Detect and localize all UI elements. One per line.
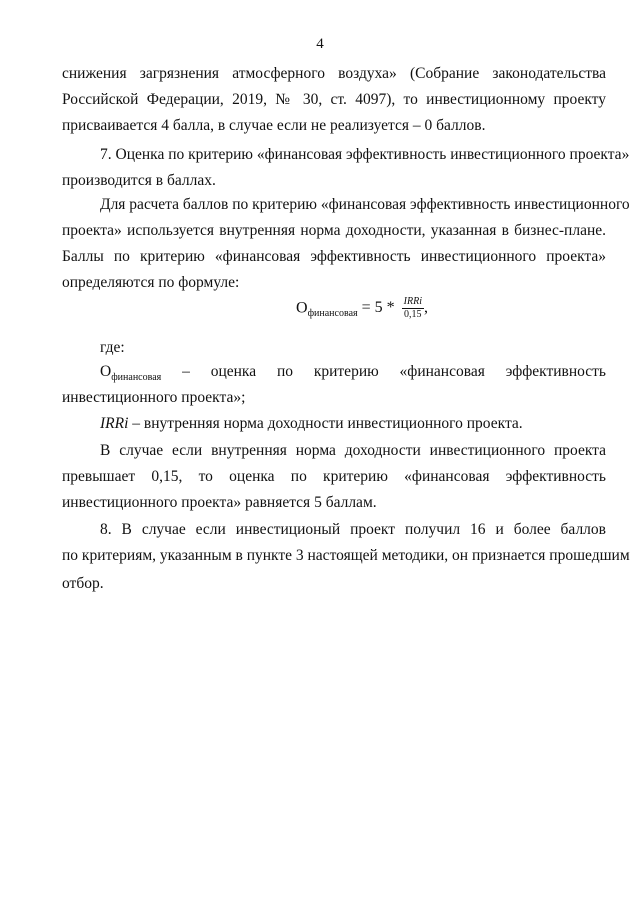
text-line: отбор. [62,575,104,592]
formula-o-symbol: О [296,299,308,317]
formula-trailing: , [423,299,428,317]
o-subscript: финансовая [111,372,162,383]
text-line: инвестиционного проекта»; [62,389,246,406]
where-label: где: [100,339,125,356]
formula-denominator: 0,15 [404,309,422,320]
section-8-heading: 8. В случае если инвестиционый проект получил 16 и более баллов [100,521,606,538]
page-number: 4 [316,36,324,52]
definition-o [100,362,606,388]
irr-definition: – внутренняя норма доходности инвестиционного проекта. [132,415,523,432]
formula-o-subscript: финансовая [307,308,358,320]
text-line: определяются по формуле: [62,274,240,291]
o-definition: – оценка по критерию «финансовая эффективность [182,363,606,380]
definition-irr [100,414,606,434]
text-line: превышает 0,15, то оценка по критерию «финансовая эффективность [62,468,606,485]
text-line: по критериям, указанным в пункте 3 настоящей методики, он признается прошедшим [62,547,630,564]
text-line: Для расчета баллов по критерию «финансовая эффективность инвестиционного [100,196,630,213]
irr-symbol: IRRi [100,415,129,432]
section-7-heading: 7. Оценка по критерию «финансовая эффективность инвестиционного проекта» [100,146,630,163]
o-symbol: О [100,363,112,380]
text-line: снижения загрязнения атмосферного воздуха» (Собрание законодательства [62,65,606,82]
text-line: инвестиционного проекта» равняется 5 баллам. [62,494,377,511]
text-line: производится в баллах. [62,172,216,189]
text-line: Российской Федерации, 2019, № 30, ст. 4097), то инвестиционному проекту [62,91,606,108]
text-line: В случае если внутренняя норма доходности инвестиционного проекта [100,442,606,459]
formula-fraction [402,296,424,321]
text-line: проекта» используется внутренняя норма доходности, указанная в бизнес-плане. [62,222,606,239]
text-line: присваивается 4 балла, в случае если не реализуется – 0 баллов. [62,117,486,134]
formula-numerator: IRRi [403,296,422,307]
text-line: Баллы по критерию «финансовая эффективность инвестиционного проекта» [62,248,606,265]
formula-equals: = 5 * [361,299,395,317]
formula [296,296,428,330]
